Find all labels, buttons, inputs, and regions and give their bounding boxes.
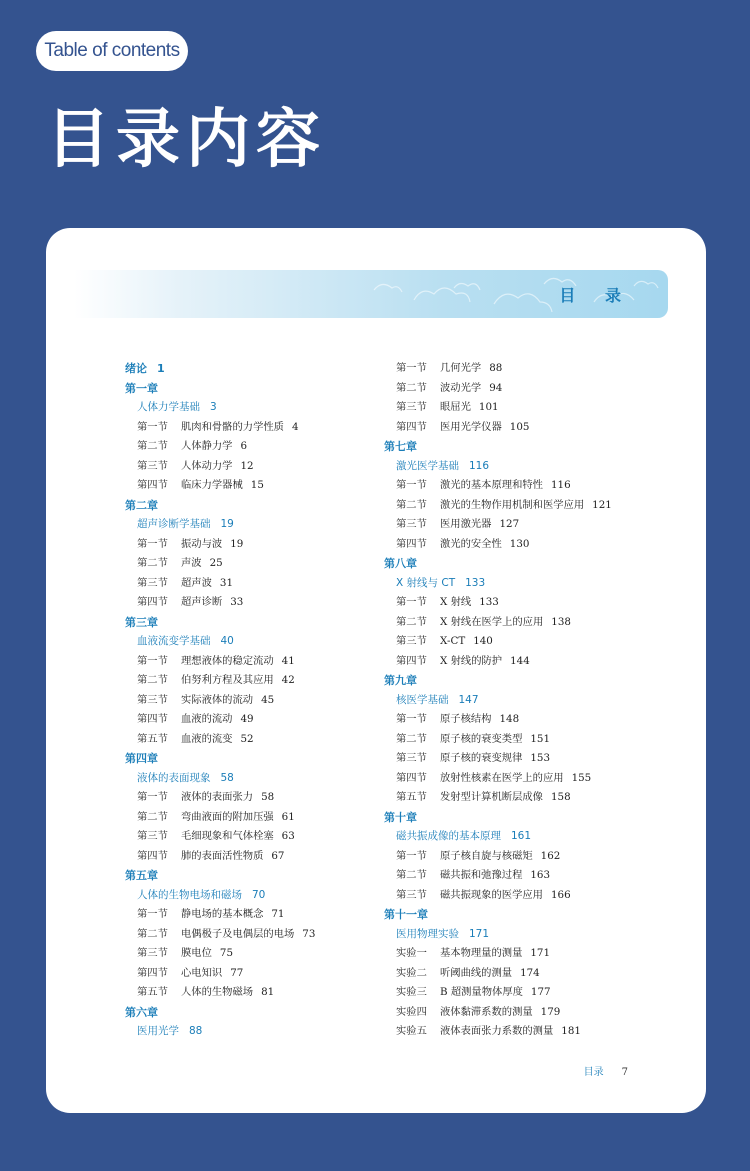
toc-page-number: 40 <box>220 635 234 647</box>
toc-head-row <box>125 1022 315 1042</box>
toc-section-label: 第三节 <box>137 947 168 959</box>
toc-entry-title: 膜电位 <box>181 947 212 959</box>
toc-entry-title: 磁共振和弛豫过程 <box>440 869 523 881</box>
toc-entry-title: 人体的生物磁场 <box>181 986 254 998</box>
toc-entry-title: 磁共振现象的医学应用 <box>440 888 543 901</box>
toc-section-label: 实验五 <box>396 1025 427 1037</box>
toc-head-row <box>125 515 315 535</box>
toc-section-label: 实验二 <box>396 966 427 979</box>
toc-sec-row <box>384 847 612 867</box>
toc-sec-row <box>125 554 315 574</box>
toc-head-row <box>384 827 612 847</box>
toc-page-number: 140 <box>473 635 493 647</box>
toc-entry-title: 第三章 <box>125 615 158 629</box>
toc-entry-title: 液体的表面张力 <box>181 791 254 803</box>
toc-page-number: 133 <box>465 576 486 589</box>
toc-section-label: 第四节 <box>137 966 168 979</box>
toc-page-number: 161 <box>511 830 532 842</box>
toc-entry-title: 第十一章 <box>384 908 428 921</box>
toc-page-number: 158 <box>550 791 571 803</box>
toc-entry-title: 人体静力学 <box>181 440 233 452</box>
toc-entry-title: 临床力学器械 <box>181 479 243 491</box>
toc-section-label: 第二节 <box>396 381 427 394</box>
toc-entry-title: 心电知识 <box>181 966 223 979</box>
toc-chapter-row <box>125 749 315 769</box>
toc-page-number: 133 <box>479 596 499 608</box>
page-footer <box>584 1063 628 1078</box>
toc-section-label: 第二节 <box>137 674 168 686</box>
toc-head-row <box>125 886 315 906</box>
toc-head-row <box>384 457 612 477</box>
toc-section-label: 第一节 <box>396 596 427 608</box>
toc-entry-title: 振动与波 <box>181 537 223 550</box>
toc-sec-row <box>384 476 612 496</box>
toc-section-label: 第一节 <box>396 479 427 491</box>
toc-section-label: 第二节 <box>396 498 427 511</box>
page-title: 目录内容 <box>46 103 326 177</box>
toc-sec-row <box>125 652 315 672</box>
toc-page-number: 45 <box>261 693 275 706</box>
toc-page-number: 166 <box>550 888 571 901</box>
toc-entry-title: 原子核结构 <box>440 713 492 725</box>
footer-label: 目录 <box>583 1067 604 1078</box>
toc-entry-title: 眼屈光 <box>440 401 471 413</box>
toc-entry-title: 弯曲液面的附加压强 <box>181 810 274 823</box>
toc-page-number: 144 <box>510 654 530 667</box>
toc-sec-row <box>384 359 612 379</box>
toc-head-row <box>384 925 612 945</box>
toc-entry-title: 第七章 <box>384 440 417 453</box>
toc-entry-title: 发射型计算机断层成像 <box>440 791 543 803</box>
toc-page-number: 19 <box>220 518 234 530</box>
toc-section-label: 第二节 <box>137 927 168 940</box>
toc-page-number: 179 <box>540 1005 561 1018</box>
toc-chapter-row <box>384 437 612 457</box>
toc-sec-row <box>384 418 612 438</box>
toc-page-number: 61 <box>281 810 295 823</box>
toc-sec-row <box>125 788 315 808</box>
toc-page-number: 171 <box>530 947 551 959</box>
toc-page-number: 88 <box>189 1025 203 1037</box>
toc-entry-title: 液体黏滞系数的测量 <box>440 1005 533 1018</box>
toc-entry-title: 绪论 <box>125 362 147 375</box>
toc-section-label: 第二节 <box>137 810 168 823</box>
toc-chapter-row <box>125 496 315 516</box>
toc-entry-title: 第五章 <box>125 869 158 882</box>
toc-sec-row <box>384 788 612 808</box>
toc-page-number: 3 <box>210 401 217 413</box>
toc-entry-title: X-CT <box>440 635 466 647</box>
toc-page-number: 63 <box>281 830 295 842</box>
toc-page-number: 162 <box>540 849 561 862</box>
toc-head-row <box>384 691 612 711</box>
toc-entry-title: 第二章 <box>125 498 158 512</box>
toc-section-label: 实验三 <box>396 986 427 998</box>
toc-page-number: 12 <box>240 459 254 472</box>
toc-entry-title: 第十章 <box>384 810 417 824</box>
toc-entry-title: 听阈曲线的测量 <box>440 966 513 979</box>
toc-section-label: 第三节 <box>137 830 168 842</box>
toc-sec-row <box>125 457 315 477</box>
toc-page-number: 71 <box>271 908 285 920</box>
toc-sec-row <box>125 535 315 555</box>
toc-sec-row <box>384 613 612 633</box>
toc-chapter-row <box>384 554 612 574</box>
toc-section-label: 第五节 <box>137 986 168 998</box>
toc-entry-title: 医用激光器 <box>440 518 492 530</box>
toc-page-number: 6 <box>240 440 248 452</box>
toc-entry-title: 医用光学仪器 <box>440 420 502 433</box>
toc-sec-row <box>384 730 612 750</box>
toc-entry-title: 医用物理实验 <box>396 927 459 940</box>
table-of-contents-tag: Table of contents <box>36 31 188 71</box>
toc-sec-row <box>384 652 612 672</box>
toc-sec-row <box>384 964 612 984</box>
toc-page-number: 67 <box>271 849 285 862</box>
toc-page-number: 147 <box>458 693 479 706</box>
toc-entry-title: 人体力学基础 <box>137 401 200 413</box>
toc-sec-row <box>125 476 315 496</box>
toc-entry-title: 肌肉和骨骼的力学性质 <box>181 420 284 433</box>
toc-page-number: 174 <box>520 966 540 979</box>
toc-page-number: 177 <box>530 986 551 998</box>
toc-sec-row <box>384 632 612 652</box>
toc-entry-title: 血液流变学基础 <box>137 635 211 647</box>
toc-page-number: 181 <box>561 1025 581 1037</box>
toc-entry-title: 人体动力学 <box>181 459 233 472</box>
toc-entry-title: 第九章 <box>384 674 417 687</box>
toc-sec-row <box>125 730 315 750</box>
toc-sec-row <box>384 398 612 418</box>
toc-head-row <box>125 769 315 789</box>
toc-sec-row <box>125 827 315 847</box>
toc-entry-title: 激光的基本原理和特性 <box>440 479 543 491</box>
toc-section-label: 第一节 <box>137 791 168 803</box>
toc-entry-title: 超声诊断 <box>181 596 223 608</box>
toc-section-label: 第五节 <box>137 732 168 745</box>
toc-section-label: 第三节 <box>396 401 427 413</box>
toc-page-number: 1 <box>157 362 165 375</box>
toc-page-number: 116 <box>550 479 571 491</box>
toc-section-label: 第一节 <box>396 849 427 862</box>
toc-section-label: 第一节 <box>137 654 168 667</box>
toc-section-label: 第四节 <box>396 537 427 550</box>
toc-section-label: 第二节 <box>396 615 427 628</box>
toc-page-number: 171 <box>469 927 490 940</box>
toc-sec-row <box>125 710 315 730</box>
toc-page-card <box>46 228 706 1113</box>
toc-entry-title: X 射线在医学上的应用 <box>440 615 544 628</box>
toc-head-row <box>125 632 315 652</box>
toc-sec-row <box>125 418 315 438</box>
toc-page-number: 70 <box>252 888 266 901</box>
toc-section-label: 第三节 <box>396 752 427 764</box>
toc-section-label: 第四节 <box>137 479 168 491</box>
toc-entry-title: X 射线 <box>440 596 472 608</box>
toc-page-number: 94 <box>489 381 503 394</box>
toc-section-label: 第一节 <box>137 908 168 920</box>
toc-section-label: 第二节 <box>137 440 168 452</box>
toc-banner-title: 目 录 <box>559 285 633 305</box>
toc-sec-row <box>384 515 612 535</box>
toc-section-label: 实验一 <box>396 947 427 959</box>
toc-entry-title: 原子核自旋与核磁矩 <box>440 849 533 862</box>
toc-page-number: 41 <box>281 654 295 667</box>
toc-sec-row <box>384 1022 612 1042</box>
toc-page-number: 52 <box>240 732 254 745</box>
toc-entry-title: 第一章 <box>125 381 158 395</box>
toc-page-number: 151 <box>530 732 551 745</box>
toc-sec-row <box>125 847 315 867</box>
toc-section-label: 第一节 <box>396 362 427 374</box>
toc-section-label: 第四节 <box>396 654 427 667</box>
toc-banner <box>74 270 668 318</box>
toc-sec-row <box>384 535 612 555</box>
toc-sec-row <box>125 593 315 613</box>
toc-page-number: 101 <box>478 401 499 413</box>
toc-entry-title: B 超测量物体厚度 <box>440 986 523 998</box>
toc-page-number: 19 <box>230 537 244 550</box>
toc-section-label: 第三节 <box>396 518 427 530</box>
toc-page-number: 31 <box>219 576 233 589</box>
toc-page-number: 58 <box>220 771 234 784</box>
toc-section-label: 第二节 <box>396 869 427 881</box>
toc-chapter-row <box>125 1003 315 1023</box>
toc-entry-title: 液体的表面现象 <box>137 771 211 784</box>
toc-page-number: 58 <box>261 791 275 803</box>
toc-sec-row <box>384 593 612 613</box>
toc-entry-title: 肺的表面活性物质 <box>181 849 264 862</box>
toc-section-label: 第四节 <box>137 596 168 608</box>
toc-column-left <box>125 359 315 1042</box>
toc-sec-row <box>125 983 315 1003</box>
toc-entry-title: 原子核的衰变规律 <box>440 752 523 764</box>
toc-sec-row <box>384 769 612 789</box>
toc-entry-title: 超声诊断学基础 <box>137 518 211 530</box>
toc-entry-title: 几何光学 <box>440 362 482 374</box>
toc-sec-row <box>384 944 612 964</box>
toc-section-label: 第四节 <box>396 771 427 784</box>
toc-sec-row <box>384 710 612 730</box>
toc-entry-title: 伯努利方程及其应用 <box>181 674 274 686</box>
toc-chapter-row <box>125 613 315 633</box>
toc-page-number: 4 <box>291 420 299 433</box>
toc-page-number: 105 <box>509 420 530 433</box>
toc-section-label: 第五节 <box>396 791 427 803</box>
toc-section-label: 第三节 <box>137 459 168 472</box>
toc-entry-title: 医用光学 <box>137 1025 179 1037</box>
footer-page-number: 7 <box>621 1067 628 1078</box>
toc-page-number: 88 <box>489 362 503 374</box>
toc-sec-row <box>125 671 315 691</box>
toc-entry-title: 人体的生物电场和磁场 <box>137 888 242 901</box>
toc-entry-title: 激光的生物作用机制和医学应用 <box>440 498 585 511</box>
toc-sec-row <box>384 496 612 516</box>
toc-section-label: 第三节 <box>137 693 168 706</box>
toc-section-label: 第三节 <box>396 635 427 647</box>
toc-sec-row <box>125 574 315 594</box>
toc-page-number: 130 <box>509 537 530 550</box>
toc-entry-title: 第八章 <box>384 557 417 570</box>
toc-sec-row <box>125 905 315 925</box>
toc-head-row <box>125 398 315 418</box>
toc-sec-row <box>125 437 315 457</box>
toc-entry-title: 静电场的基本概念 <box>181 908 264 920</box>
toc-sec-row <box>384 866 612 886</box>
toc-sec-row <box>384 886 612 906</box>
toc-page-number: 73 <box>302 927 316 940</box>
toc-section-label: 第三节 <box>396 888 427 901</box>
toc-page-number: 163 <box>530 869 551 881</box>
toc-chapter-row <box>384 905 612 925</box>
toc-page-number: 81 <box>261 986 275 998</box>
toc-sec-row <box>384 379 612 399</box>
toc-sec-row <box>125 808 315 828</box>
toc-entry-title: 超声波 <box>181 576 212 589</box>
toc-entry-title: 实际液体的流动 <box>181 693 254 706</box>
toc-entry-title: 核医学基础 <box>396 693 449 706</box>
toc-entry-title: 第四章 <box>125 752 158 765</box>
toc-entry-title: 血液的流动 <box>181 713 233 725</box>
toc-section-label: 第三节 <box>137 576 168 589</box>
toc-entry-title: 理想液体的稳定流动 <box>181 654 274 667</box>
toc-chapter-row <box>384 808 612 828</box>
toc-sec-row <box>384 983 612 1003</box>
toc-column-right <box>384 359 612 1042</box>
toc-section-label: 第四节 <box>137 849 168 862</box>
toc-section-label: 第一节 <box>396 713 427 725</box>
toc-page-number: 42 <box>281 674 295 686</box>
toc-entry-title: X 射线与 CT <box>396 576 456 589</box>
toc-sec-row <box>125 964 315 984</box>
toc-entry-title: 电偶极子及电偶层的电场 <box>181 927 295 940</box>
toc-chapter-row <box>125 379 315 399</box>
toc-entry-title: 磁共振成像的基本原理 <box>396 830 501 842</box>
toc-page-number: 25 <box>209 557 223 569</box>
toc-section-label: 第四节 <box>137 713 168 725</box>
toc-section-label: 第一节 <box>137 537 168 550</box>
toc-entry-title: 毛细现象和气体栓塞 <box>181 830 274 842</box>
toc-section-label: 实验四 <box>396 1005 427 1018</box>
toc-entry-title: X 射线的防护 <box>440 654 503 667</box>
toc-entry-title: 第六章 <box>125 1005 158 1019</box>
toc-page-number: 49 <box>240 713 254 725</box>
toc-sec-row <box>125 691 315 711</box>
toc-sec-row <box>125 944 315 964</box>
toc-page-number: 121 <box>592 498 612 511</box>
toc-entry-title: 基本物理量的测量 <box>440 947 523 959</box>
toc-entry-title: 声波 <box>181 557 202 569</box>
toc-section-label: 第四节 <box>396 420 427 433</box>
toc-entry-title: 液体表面张力系数的测量 <box>440 1025 554 1037</box>
toc-page-number: 77 <box>230 966 244 979</box>
toc-page-number: 153 <box>530 752 551 764</box>
toc-section-label: 第一节 <box>137 420 168 433</box>
toc-page-number: 127 <box>499 518 520 530</box>
toc-section-label: 第二节 <box>137 557 168 569</box>
toc-entry-title: 原子核的衰变类型 <box>440 732 523 745</box>
toc-sec-row <box>384 1003 612 1023</box>
toc-page-number: 148 <box>499 713 520 725</box>
toc-intro-row <box>125 359 315 379</box>
toc-page-number: 33 <box>230 596 244 608</box>
toc-entry-title: 血液的流变 <box>181 732 233 745</box>
toc-entry-title: 激光的安全性 <box>440 537 502 550</box>
toc-page-number: 138 <box>551 615 571 628</box>
toc-head-row <box>384 574 612 594</box>
toc-section-label: 第二节 <box>396 732 427 745</box>
toc-chapter-row <box>125 866 315 886</box>
toc-page-number: 116 <box>469 459 490 472</box>
toc-page-number: 75 <box>219 947 233 959</box>
toc-page-number: 15 <box>250 479 264 491</box>
toc-entry-title: 激光医学基础 <box>396 459 459 472</box>
toc-sec-row <box>125 925 315 945</box>
toc-entry-title: 放射性核素在医学上的应用 <box>440 771 564 784</box>
toc-chapter-row <box>384 671 612 691</box>
toc-entry-title: 波动光学 <box>440 381 482 394</box>
toc-page-number: 155 <box>571 771 592 784</box>
toc-sec-row <box>384 749 612 769</box>
